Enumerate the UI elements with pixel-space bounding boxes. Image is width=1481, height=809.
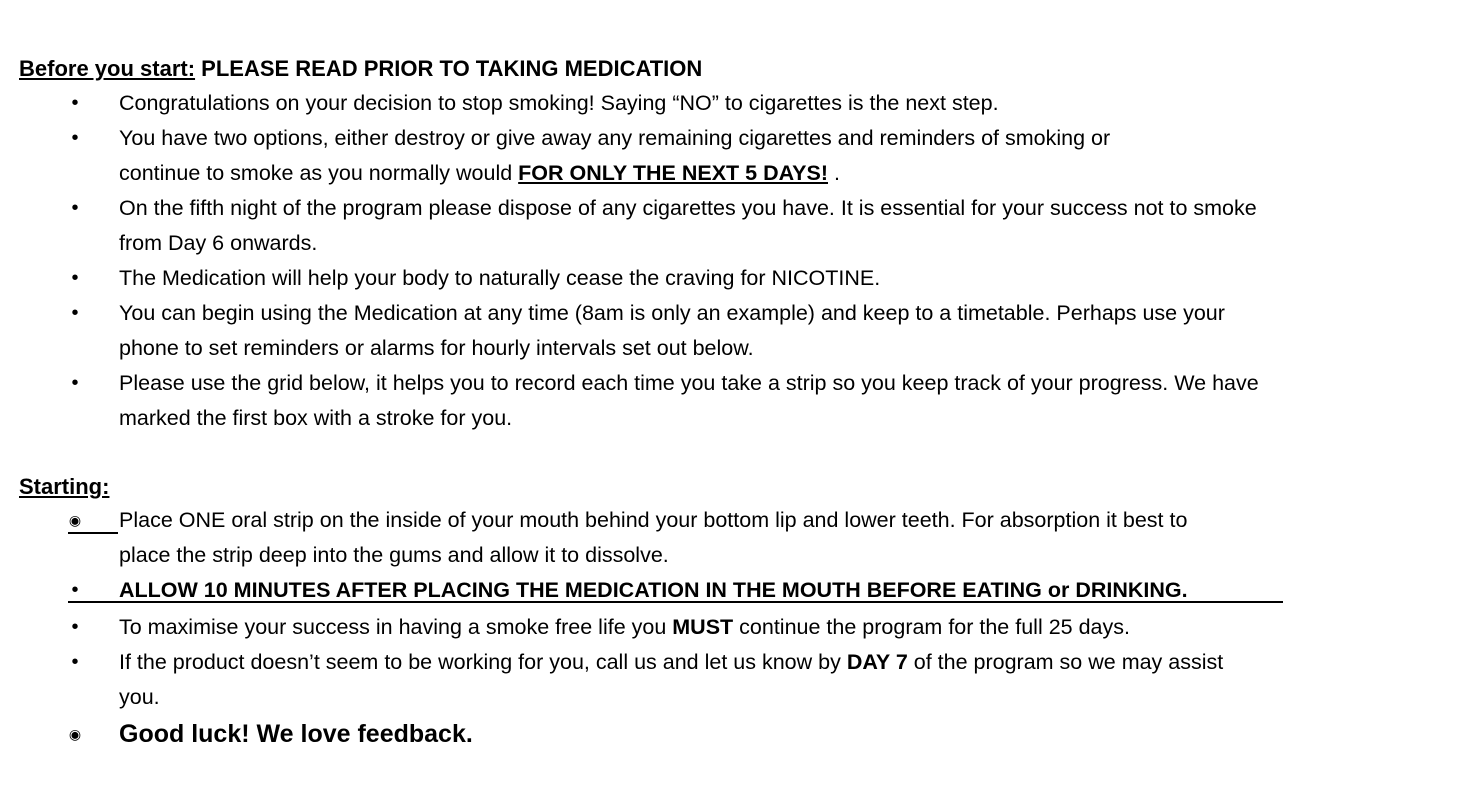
list-item-line: from Day 6 onwards. bbox=[119, 231, 318, 255]
list-item bbox=[119, 121, 1464, 191]
list-item bbox=[119, 645, 1464, 715]
bullet-dot-icon: • bbox=[71, 651, 79, 673]
bullet-dot-icon: • bbox=[71, 579, 79, 601]
list-item-line: phone to set reminders or alarms for hourly intervals set out below. bbox=[119, 336, 754, 360]
bullet-dot-icon: • bbox=[71, 372, 79, 394]
emphasis-text: FOR ONLY THE NEXT 5 DAYS! bbox=[518, 161, 828, 185]
list-item-line: On the fifth night of the program please dispose of any cigarettes you have. It is essential for your success not to smoke bbox=[119, 196, 1257, 220]
list-item-line bbox=[119, 156, 1464, 191]
list-item bbox=[119, 503, 1464, 573]
list-item-text: continue the program for the full 25 days. bbox=[733, 615, 1130, 639]
list-item bbox=[119, 191, 1464, 261]
list-item: Congratulations on your decision to stop smoking! Saying “NO” to cigarettes is the next step. bbox=[119, 91, 999, 115]
bullet-ring-icon: ◉ bbox=[68, 726, 82, 742]
bullet-dot-icon: • bbox=[71, 92, 79, 114]
list-item-line: marked the first box with a stroke for you. bbox=[119, 406, 513, 430]
bullet-dot-icon: • bbox=[71, 616, 79, 638]
list-item: The Medication will help your body to naturally cease the craving for NICOTINE. bbox=[119, 266, 881, 290]
list-item-line: you. bbox=[119, 685, 160, 709]
heading-rest-label: PLEASE READ PRIOR TO TAKING MEDICATION bbox=[195, 56, 703, 81]
list-item-text: If the product doesn’t seem to be working for you, call us and let us know by bbox=[119, 650, 847, 674]
section-heading-starting bbox=[19, 472, 109, 502]
list-item-line: Place ONE oral strip on the inside of your mouth behind your bottom lip and lower teeth. For absorption it best to bbox=[119, 508, 1188, 532]
list-item bbox=[119, 296, 1464, 366]
bullet-dot-icon: • bbox=[71, 197, 79, 219]
bullet-dot-icon: • bbox=[71, 302, 79, 324]
closing-message: Good luck! We love feedback. bbox=[119, 720, 473, 748]
list-item-line: You have two options, either destroy or give away any remaining cigarettes and reminders of smoking or bbox=[119, 126, 1111, 150]
list-item-line: Please use the grid below, it helps you to record each time you take a strip so you keep track of your progress. We have bbox=[119, 371, 1259, 395]
list-item-line: place the strip deep into the gums and allow it to dissolve. bbox=[119, 543, 669, 567]
list-item-text: of the program so we may assist bbox=[907, 650, 1224, 674]
emphasis-text: DAY 7 bbox=[846, 650, 908, 674]
list-item bbox=[119, 610, 1464, 645]
warning-list-item: ALLOW 10 MINUTES AFTER PLACING THE MEDICATION IN THE MOUTH BEFORE EATING or DRINKING. bbox=[119, 578, 1188, 602]
list-item-line: You can begin using the Medication at any time (8am is only an example) and keep to a timetable. Perhaps use your bbox=[119, 301, 1225, 325]
list-item-text: . bbox=[828, 161, 840, 185]
section-heading-before-you-start bbox=[19, 54, 702, 84]
list-item bbox=[119, 366, 1464, 436]
bullet-dot-icon: • bbox=[71, 267, 79, 289]
list-item-line bbox=[119, 645, 1464, 680]
heading-underlined-label: Before you start: bbox=[19, 56, 196, 81]
bullet-ring-icon: ◉ bbox=[68, 512, 82, 528]
bullet-dot-icon: • bbox=[71, 127, 79, 149]
emphasis-text: MUST bbox=[672, 615, 734, 639]
list-item-text: To maximise your success in having a smoke free life you bbox=[119, 615, 673, 639]
bullet-underline-divider bbox=[68, 532, 118, 534]
list-item-text: continue to smoke as you normally would bbox=[119, 161, 519, 185]
heading-underlined-label: Starting: bbox=[19, 474, 110, 499]
